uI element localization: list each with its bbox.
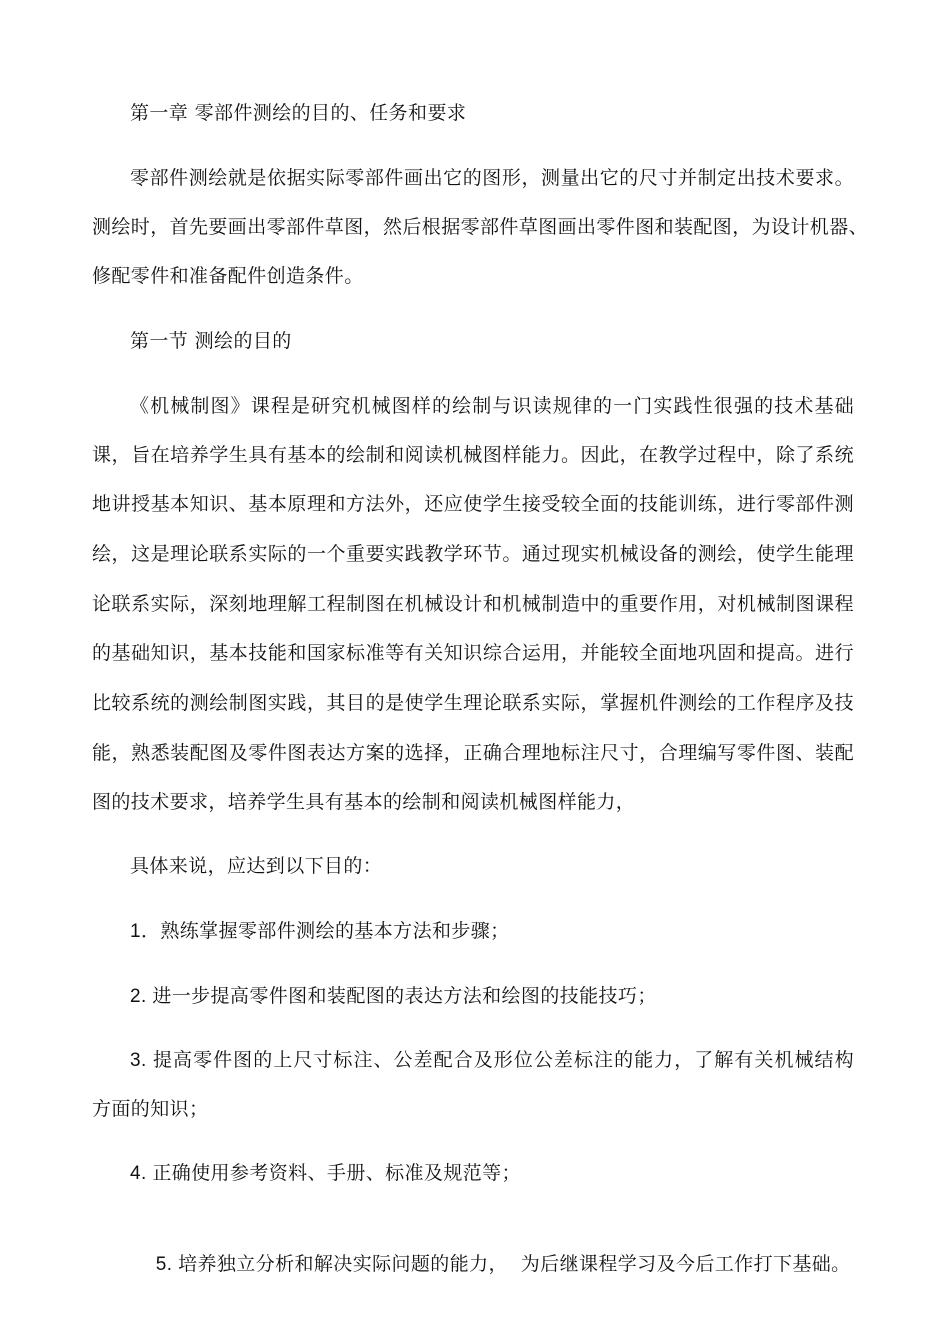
goal-item-1 xyxy=(130,918,510,945)
goal-text: 进一步提高零件图和装配图的表达方法和绘图的技能技巧； xyxy=(152,985,657,1007)
purpose-paragraph-line-3: 地讲授基本知识、基本原理和方法外，还应使学生接受较全面的技能训练，进行零部件测 xyxy=(92,493,854,515)
intro-paragraph-line-2: 测绘时，首先要画出零部件草图，然后根据零部件草图画出零件图和装配图，为设计机器、 xyxy=(92,216,869,238)
goal-number: 5. xyxy=(155,1254,179,1275)
intro-paragraph-line-1: 零部件测绘就是依据实际零部件画出它的图形，测量出它的尺寸并制定出技术要求。 xyxy=(130,167,854,189)
purpose-paragraph-line-7: 比较系统的测绘制图实践，其目的是使学生理论联系实际，掌握机件测绘的工作程序及技 xyxy=(92,692,854,714)
purpose-paragraph-line-9: 图的技术要求，培养学生具有基本的绘制和阅读机械图样能力， xyxy=(92,791,636,813)
chapter-heading: 第一章 零部件测绘的目的、任务和要求 xyxy=(130,102,467,124)
purpose-paragraph-line-1: 《机械制图》课程是研究机械图样的绘制与识读规律的一门实践性很强的技术基础 xyxy=(130,395,854,417)
goal-number: 2. xyxy=(130,986,153,1007)
intro-paragraph-line-3: 修配零件和准备配件创造条件。 xyxy=(92,265,364,287)
goal-item-4 xyxy=(130,1160,521,1187)
purpose-paragraph-line-8: 能，熟悉装配图及零件图表达方案的选择，正确合理地标注尺寸，合理编写零件图、装配 xyxy=(92,742,854,764)
purpose-paragraph-line-6: 的基础知识，基本技能和国家标准等有关知识综合运用，并能较全面地巩固和提高。进行 xyxy=(92,642,854,664)
goal-item-2 xyxy=(130,983,657,1010)
goal-number: 4. xyxy=(130,1163,153,1184)
goal-item-5 xyxy=(130,1225,851,1304)
goal-text: 熟练掌握零部件测绘的基本方法和步骤； xyxy=(160,920,510,942)
goal-text: 培养独立分析和解决实际问题的能力， 为后继课程学习及今后工作打下基础。 xyxy=(178,1253,851,1275)
purpose-paragraph-line-5: 论联系实际，深刻地理解工程制图在机械设计和机械制造中的重要作用，对机械制图课程 xyxy=(92,593,854,615)
goal-item-3 xyxy=(130,1047,854,1074)
goals-intro: 具体来说，应达到以下目的： xyxy=(130,855,383,877)
purpose-paragraph-line-2: 课，旨在培养学生具有基本的绘制和阅读机械图样能力。因此，在教学过程中，除了系统 xyxy=(92,444,854,466)
goal-text: 提高零件图的上尺寸标注、公差配合及形位公差标注的能力，了解有关机械结构 xyxy=(152,1049,854,1071)
goal-item-3-continued: 方面的知识； xyxy=(92,1098,209,1120)
goal-number: 1． xyxy=(130,921,161,942)
goal-number: 3. xyxy=(130,1050,153,1071)
goal-text: 正确使用参考资料、手册、标准及规范等； xyxy=(152,1162,521,1184)
purpose-paragraph-line-4: 绘，这是理论联系实际的一个重要实践教学环节。通过现实机械设备的测绘，使学生能理 xyxy=(92,543,854,565)
section-heading: 第一节 测绘的目的 xyxy=(130,330,292,352)
